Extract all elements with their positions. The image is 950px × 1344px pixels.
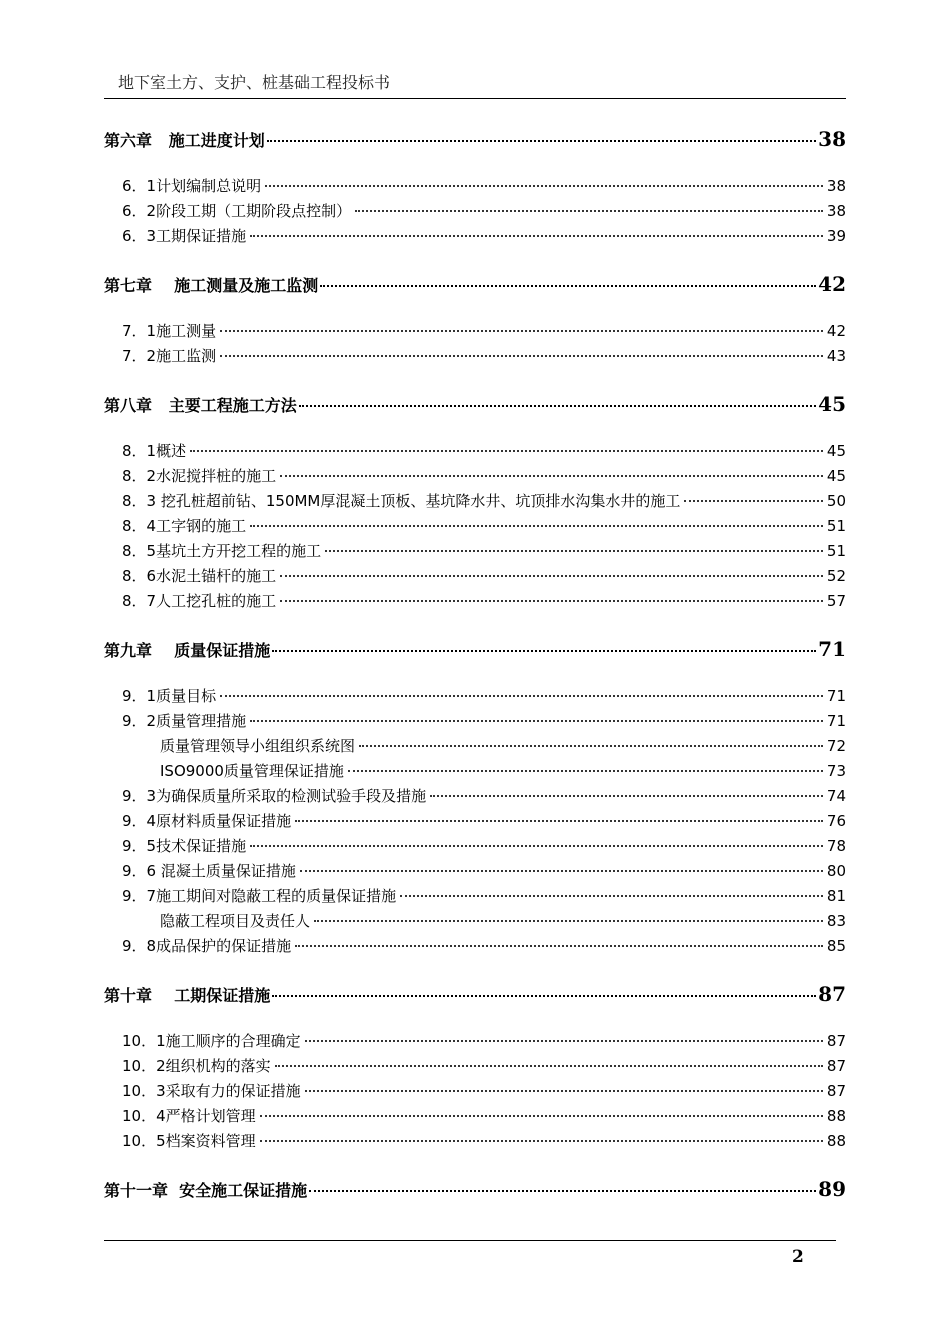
toc-section-entry[interactable] xyxy=(104,590,846,615)
toc-section-entry[interactable] xyxy=(104,490,846,515)
toc-section-entry[interactable] xyxy=(104,440,846,465)
section-page-number: 87 xyxy=(826,1082,846,1100)
toc-section-entry[interactable] xyxy=(104,885,846,910)
chapter-heading: 第六章 施工进度计划 xyxy=(104,131,265,150)
toc-section-entry[interactable] xyxy=(104,565,846,590)
dot-leader xyxy=(250,525,823,527)
chapter-page-number: 45 xyxy=(818,392,846,416)
page-number: 2 xyxy=(792,1247,804,1267)
table-of-contents xyxy=(104,127,846,1225)
spacer xyxy=(104,615,846,637)
dot-leader xyxy=(314,920,823,922)
section-title: 8．7人工挖孔桩的施工 xyxy=(122,592,277,610)
chapter-page-number: 89 xyxy=(818,1177,846,1201)
section-title: 10．3采取有力的保证措施 xyxy=(122,1082,301,1100)
section-page-number: 76 xyxy=(826,812,846,830)
section-title: 10．4严格计划管理 xyxy=(122,1107,256,1125)
section-title: 9．5技术保证措施 xyxy=(122,837,247,855)
section-title: 7．2施工监测 xyxy=(122,347,217,365)
section-title: 8．4工字钢的施工 xyxy=(122,517,247,535)
toc-section-entry[interactable] xyxy=(104,910,846,935)
toc-section-entry[interactable] xyxy=(104,760,846,785)
toc-section-entry[interactable] xyxy=(104,735,846,760)
dot-leader xyxy=(280,475,823,477)
section-page-number: 80 xyxy=(826,862,846,880)
section-page-number: 81 xyxy=(826,887,846,905)
dot-leader xyxy=(220,695,823,697)
section-page-number: 87 xyxy=(826,1032,846,1050)
section-title: 8．2水泥搅拌桩的施工 xyxy=(122,467,277,485)
section-page-number: 78 xyxy=(826,837,846,855)
toc-chapter-entry[interactable] xyxy=(104,982,846,1016)
section-page-number: 51 xyxy=(826,542,846,560)
section-page-number: 51 xyxy=(826,517,846,535)
toc-section-entry[interactable] xyxy=(104,810,846,835)
spacer xyxy=(104,250,846,272)
dot-leader xyxy=(250,235,823,237)
toc-chapter-entry[interactable] xyxy=(104,272,846,306)
section-page-number: 88 xyxy=(826,1132,846,1150)
toc-section-entry[interactable] xyxy=(104,540,846,565)
toc-chapter-entry[interactable] xyxy=(104,1177,846,1211)
dot-leader xyxy=(190,450,823,452)
section-title: 质量管理领导小组组织系统图 xyxy=(160,737,356,755)
dot-leader xyxy=(320,285,816,287)
toc-section-entry[interactable] xyxy=(104,465,846,490)
dot-leader xyxy=(305,1090,823,1092)
dot-leader xyxy=(265,185,823,187)
section-page-number: 45 xyxy=(826,442,846,460)
chapter-page-number: 71 xyxy=(818,637,846,661)
section-page-number: 38 xyxy=(826,177,846,195)
section-page-number: 45 xyxy=(826,467,846,485)
section-page-number: 87 xyxy=(826,1057,846,1075)
dot-leader xyxy=(305,1040,823,1042)
dot-leader xyxy=(300,870,823,872)
section-title: 9．8成品保护的保证措施 xyxy=(122,937,292,955)
section-title: 6．1计划编制总说明 xyxy=(122,177,262,195)
section-title: 6．3工期保证措施 xyxy=(122,227,247,245)
dot-leader xyxy=(272,650,816,652)
section-title: 8．1概述 xyxy=(122,442,187,460)
dot-leader xyxy=(299,405,816,407)
section-page-number: 52 xyxy=(826,567,846,585)
footer-divider xyxy=(104,1240,836,1241)
section-title: 隐蔽工程项目及责任人 xyxy=(160,912,311,930)
toc-section-entry[interactable] xyxy=(104,1080,846,1105)
dot-leader xyxy=(260,1115,823,1117)
section-title: 7．1施工测量 xyxy=(122,322,217,340)
dot-leader xyxy=(260,1140,823,1142)
chapter-page-number: 38 xyxy=(818,127,846,151)
toc-section-entry[interactable] xyxy=(104,320,846,345)
toc-section-entry[interactable] xyxy=(104,1105,846,1130)
toc-section-entry[interactable] xyxy=(104,1055,846,1080)
chapter-heading: 第九章 质量保证措施 xyxy=(104,641,271,660)
spacer xyxy=(104,960,846,982)
dot-leader xyxy=(430,795,823,797)
toc-section-entry[interactable] xyxy=(104,515,846,540)
toc-section-entry[interactable] xyxy=(104,345,846,370)
section-title: 9．6 混凝土质量保证措施 xyxy=(122,862,296,880)
chapter-heading: 第十章 工期保证措施 xyxy=(104,986,271,1005)
section-title: 9．7施工期间对隐蔽工程的质量保证措施 xyxy=(122,887,397,905)
chapter-page-number: 87 xyxy=(818,982,846,1006)
dot-leader xyxy=(309,1190,816,1192)
dot-leader xyxy=(295,945,823,947)
spacer xyxy=(104,1155,846,1177)
section-page-number: 38 xyxy=(826,202,846,220)
chapter-heading: 第七章 施工测量及施工监测 xyxy=(104,276,319,295)
section-title: 8．3 挖孔桩超前钻、150MM厚混凝土顶板、基坑降水井、坑顶排水沟集水井的施工 xyxy=(122,492,681,510)
header-title: 地下室土方、支护、桩基础工程投标书 xyxy=(118,73,391,92)
dot-leader xyxy=(275,1065,823,1067)
toc-section-entry[interactable] xyxy=(104,860,846,885)
dot-leader xyxy=(359,745,823,747)
section-title: 6．2阶段工期（工期阶段点控制） xyxy=(122,202,352,220)
dot-leader xyxy=(295,820,823,822)
dot-leader xyxy=(272,995,816,997)
dot-leader xyxy=(220,330,823,332)
section-title: ISO9000质量管理保证措施 xyxy=(160,762,344,780)
section-title: 9．1质量目标 xyxy=(122,687,217,705)
dot-leader xyxy=(220,355,823,357)
dot-leader xyxy=(250,720,823,722)
toc-section-entry[interactable] xyxy=(104,175,846,200)
section-title: 9．3为确保质量所采取的检测试验手段及措施 xyxy=(122,787,427,805)
spacer xyxy=(104,370,846,392)
section-title: 10．2组织机构的落实 xyxy=(122,1057,271,1075)
toc-section-entry[interactable] xyxy=(104,1130,846,1155)
section-title: 8．5基坑土方开挖工程的施工 xyxy=(122,542,322,560)
toc-section-entry[interactable] xyxy=(104,710,846,735)
dot-leader xyxy=(400,895,823,897)
toc-section-entry[interactable] xyxy=(104,785,846,810)
header-divider xyxy=(104,98,846,99)
toc-chapter-entry[interactable] xyxy=(104,127,846,161)
section-page-number: 71 xyxy=(826,687,846,705)
section-title: 9．4原材料质量保证措施 xyxy=(122,812,292,830)
dot-leader xyxy=(325,550,823,552)
section-page-number: 85 xyxy=(826,937,846,955)
dot-leader xyxy=(684,500,823,502)
dot-leader xyxy=(348,770,823,772)
section-title: 8．6水泥土锚杆的施工 xyxy=(122,567,277,585)
dot-leader xyxy=(250,845,823,847)
section-page-number: 74 xyxy=(826,787,846,805)
chapter-page-number: 42 xyxy=(818,272,846,296)
dot-leader xyxy=(280,600,823,602)
section-page-number: 57 xyxy=(826,592,846,610)
dot-leader xyxy=(280,575,823,577)
dot-leader xyxy=(267,140,816,142)
dot-leader xyxy=(355,210,823,212)
section-page-number: 88 xyxy=(826,1107,846,1125)
section-title: 9．2质量管理措施 xyxy=(122,712,247,730)
toc-chapter-entry[interactable] xyxy=(104,392,846,426)
toc-section-entry[interactable] xyxy=(104,1030,846,1055)
section-page-number: 43 xyxy=(826,347,846,365)
toc-section-entry[interactable] xyxy=(104,685,846,710)
section-title: 10．5档案资料管理 xyxy=(122,1132,256,1150)
toc-section-entry[interactable] xyxy=(104,935,846,960)
section-page-number: 39 xyxy=(826,227,846,245)
section-title: 10．1施工顺序的合理确定 xyxy=(122,1032,301,1050)
toc-section-entry[interactable] xyxy=(104,200,846,225)
toc-section-entry[interactable] xyxy=(104,835,846,860)
section-page-number: 83 xyxy=(826,912,846,930)
toc-section-entry[interactable] xyxy=(104,225,846,250)
section-page-number: 72 xyxy=(826,737,846,755)
section-page-number: 73 xyxy=(826,762,846,780)
section-page-number: 50 xyxy=(826,492,846,510)
section-page-number: 71 xyxy=(826,712,846,730)
section-page-number: 42 xyxy=(826,322,846,340)
toc-chapter-entry[interactable] xyxy=(104,637,846,671)
chapter-heading: 第十一章 安全施工保证措施 xyxy=(104,1181,308,1200)
chapter-heading: 第八章 主要工程施工方法 xyxy=(104,396,297,415)
